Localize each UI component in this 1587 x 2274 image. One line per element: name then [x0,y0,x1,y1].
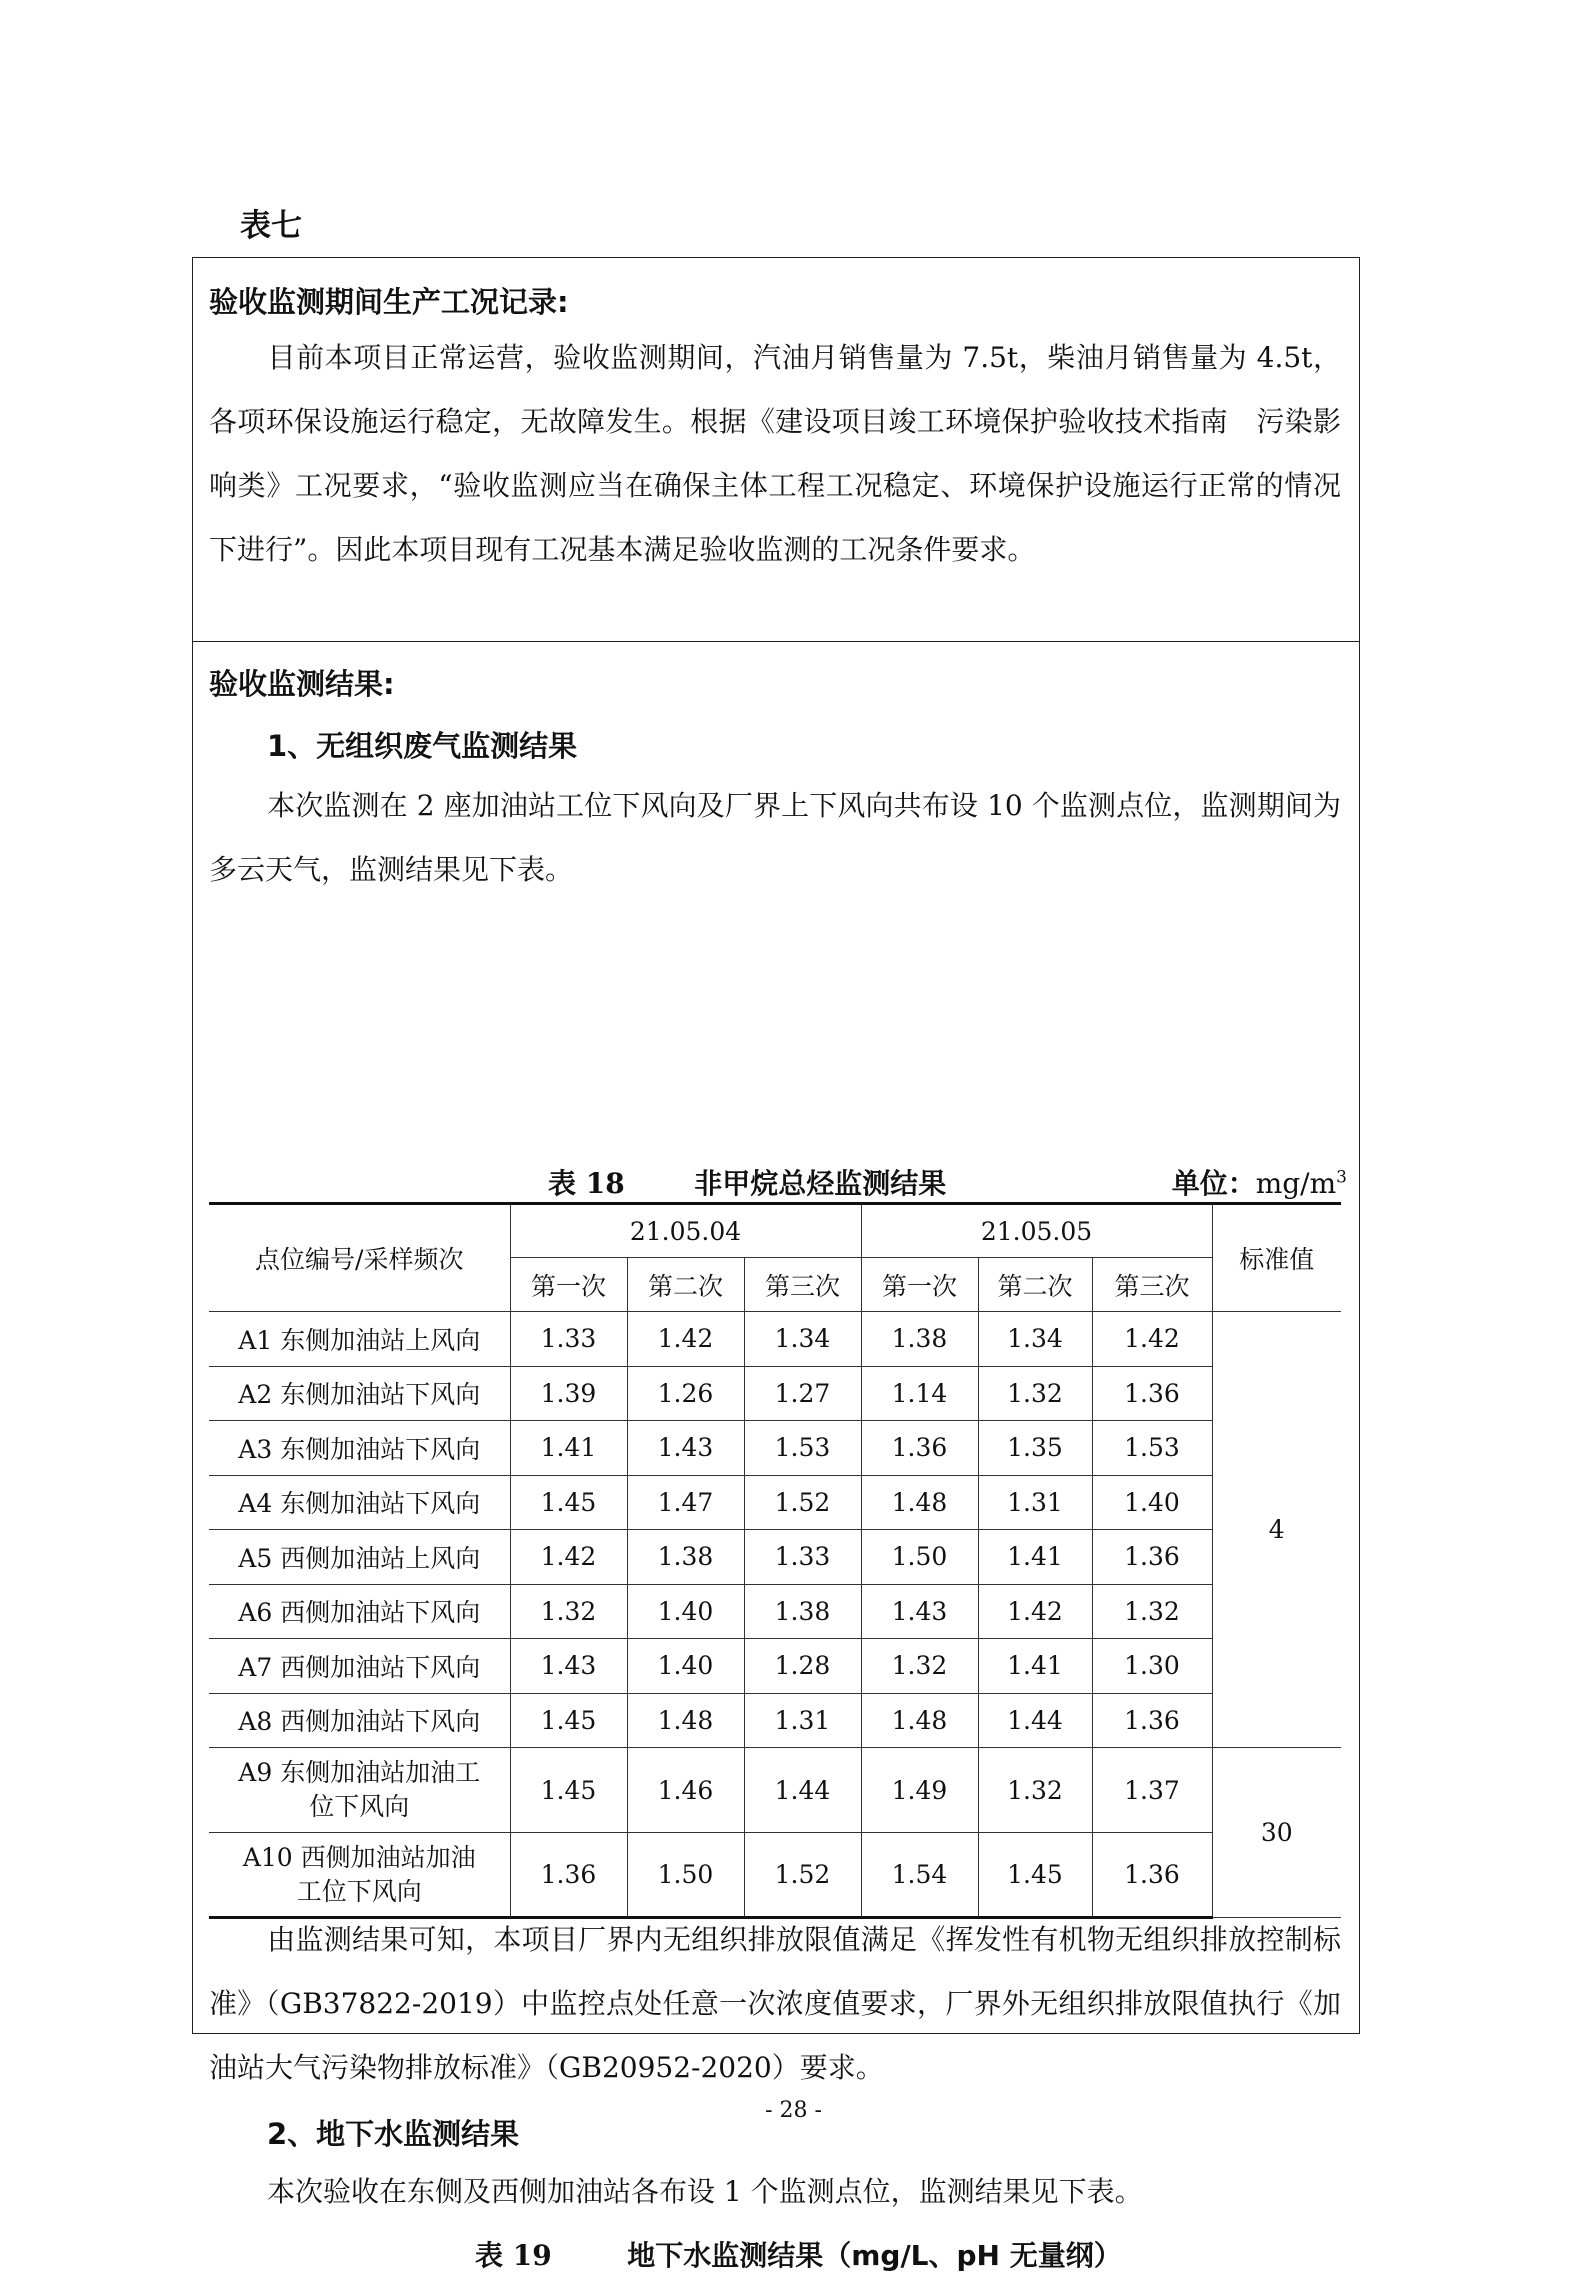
table-row [209,1475,1341,1530]
cell-value: 1.31 [744,1693,861,1748]
cell-point-line1: A10 西侧加油站加油 [242,1842,476,1872]
table19-caption-num: 表 19 [475,2239,552,2272]
table19-caption [475,2234,1122,2274]
cell-value: 1.53 [1092,1421,1212,1476]
table-row [209,1366,1341,1421]
cell-value: 1.42 [1092,1312,1212,1367]
doc-label: 表七 [240,208,302,244]
cell-value: 1.26 [627,1366,744,1421]
cell-value: 1.41 [978,1530,1092,1585]
cell-value: 1.41 [978,1639,1092,1694]
cell-value: 1.36 [1092,1693,1212,1748]
cell-value: 1.44 [978,1693,1092,1748]
sub-heading-waste-gas: 1、无组织废气监测结果 [267,729,578,763]
cell-value: 1.37 [1092,1748,1212,1833]
cell-standard-b: 30 [1212,1748,1341,1918]
header-date-2: 21.05.05 [861,1204,1212,1258]
sub-heading-groundwater: 2、地下水监测结果 [267,2117,520,2151]
cell-value: 1.32 [1092,1584,1212,1639]
header-freq: 第三次 [744,1258,861,1312]
cell-value: 1.14 [861,1366,978,1421]
cell-value: 1.45 [978,1833,1092,1918]
table-row [209,1530,1341,1585]
cell-value: 1.43 [627,1421,744,1476]
cell-value: 1.45 [510,1693,627,1748]
cell-value: 1.41 [510,1421,627,1476]
cell-point: A5 西侧加油站上风向 [209,1530,510,1585]
content-frame [192,257,1360,2272]
cell-value: 1.54 [861,1833,978,1918]
cell-point: A8 西侧加油站下风向 [209,1693,510,1748]
cell-value: 1.47 [627,1475,744,1530]
table18 [209,1202,1341,1919]
cell-value: 1.36 [1092,1833,1212,1918]
section1-heading: 验收监测期间生产工况记录: [209,285,569,319]
section1-paragraph: 目前本项目正常运营，验收监测期间，汽油月销售量为 7.5t，柴油月销售量为 4.5t，各项环保设施运行稳定，无故障发生。根据《建设项目竣工环境保护验收技术指南 污染影响类》工况要求，“验收监测应当在确保主体工程工况稳定、环境保护设施运行正常的情况下进行”。因此本项目现有工况基本满足验收监测的工况条件要求。 [209,341,1341,566]
cell-value: 1.36 [1092,1366,1212,1421]
table-row [209,1833,1341,1918]
cell-value: 1.40 [627,1639,744,1694]
cell-value: 1.45 [510,1748,627,1833]
table-row [209,1639,1341,1694]
unit-value: mg/m [1255,1167,1337,1200]
section2-heading: 验收监测结果: [209,667,395,701]
cell-point: A6 西侧加油站下风向 [209,1584,510,1639]
table18-caption-title: 非甲烷总烃监测结果 [694,1167,947,1200]
cell-point-line2: 工位下风向 [296,1876,422,1906]
cell-point: A4 东侧加油站下风向 [209,1475,510,1530]
cell-value: 1.50 [861,1530,978,1585]
cell-value: 1.48 [861,1475,978,1530]
cell-value: 1.30 [1092,1639,1212,1694]
cell-value: 1.36 [1092,1530,1212,1585]
cell-value: 1.44 [744,1748,861,1833]
page-number: - 28 - [765,2098,822,2123]
cell-value: 1.52 [744,1833,861,1918]
cell-value: 1.34 [978,1312,1092,1367]
header-freq: 第三次 [1092,1258,1212,1312]
section-production-conditions [193,258,1359,642]
cell-value: 1.38 [744,1584,861,1639]
cell-value: 1.53 [744,1421,861,1476]
cell-point-line2: 位下风向 [309,1792,410,1821]
cell-value: 1.35 [978,1421,1092,1476]
cell-value: 1.52 [744,1475,861,1530]
cell-value: 1.50 [627,1833,744,1918]
cell-value: 1.32 [978,1748,1092,1833]
cell-value: 1.45 [510,1475,627,1530]
cell-value: 1.32 [510,1584,627,1639]
cell-value: 1.27 [744,1366,861,1421]
cell-point [209,1748,510,1833]
table-row [209,1312,1341,1367]
table-row [209,1748,1341,1833]
cell-value: 1.42 [510,1530,627,1585]
cell-value: 1.42 [627,1312,744,1367]
cell-value: 1.48 [627,1693,744,1748]
header-freq: 第二次 [978,1258,1092,1312]
unit-superscript: 3 [1336,1167,1347,1188]
cell-point: A3 东侧加油站下风向 [209,1421,510,1476]
table19-caption-title: 地下水监测结果（mg/L、pH 无量纲） [627,2239,1122,2272]
cell-value: 1.36 [510,1833,627,1918]
cell-standard-a: 4 [1212,1312,1341,1748]
cell-value: 1.40 [627,1584,744,1639]
header-freq: 第一次 [861,1258,978,1312]
cell-value: 1.40 [1092,1475,1212,1530]
header-freq: 第二次 [627,1258,744,1312]
cell-point: A7 西侧加油站下风向 [209,1639,510,1694]
cell-point: A2 东侧加油站下风向 [209,1366,510,1421]
cell-value: 1.43 [510,1639,627,1694]
header-point: 点位编号/采样频次 [209,1204,510,1312]
cell-value: 1.31 [978,1475,1092,1530]
cell-point-line1: A9 东侧加油站加油工 [238,1758,481,1787]
table-row [209,1693,1341,1748]
header-date-1: 21.05.04 [510,1204,861,1258]
cell-value: 1.33 [510,1312,627,1367]
cell-value: 1.38 [627,1530,744,1585]
header-freq: 第一次 [510,1258,627,1312]
cell-point [209,1833,510,1918]
paragraph-waste-gas-conclusion: 由监测结果可知，本项目厂界内无组织排放限值满足《挥发性有机物无组织排放控制标准》（GB37822-2019）中监控点处任意一次浓度值要求，厂界外无组织排放限值执行《加油站大气污染物排放标准》（GB20952-2020）要求。 [209,1923,1341,2084]
table18-caption [548,1162,946,1202]
cell-value: 1.38 [861,1312,978,1367]
cell-value: 1.28 [744,1639,861,1694]
table-row [209,1584,1341,1639]
cell-value: 1.48 [861,1693,978,1748]
cell-value: 1.36 [861,1421,978,1476]
cell-value: 1.46 [627,1748,744,1833]
paragraph-groundwater-intro: 本次验收在东侧及西侧加油站各布设 1 个监测点位，监测结果见下表。 [267,2175,1143,2208]
cell-value: 1.32 [978,1366,1092,1421]
cell-value: 1.34 [744,1312,861,1367]
table18-caption-num: 表 18 [548,1167,625,1200]
cell-value: 1.39 [510,1366,627,1421]
paragraph-waste-gas-intro: 本次监测在 2 座加油站工位下风向及厂界上下风向共布设 10 个监测点位，监测期间为多云天气，监测结果见下表。 [209,789,1341,886]
cell-point: A1 东侧加油站上风向 [209,1312,510,1367]
cell-value: 1.43 [861,1584,978,1639]
cell-value: 1.32 [861,1639,978,1694]
cell-value: 1.33 [744,1530,861,1585]
header-standard: 标准值 [1212,1204,1341,1312]
table18-unit [1172,1162,1347,1202]
unit-label: 单位： [1171,1167,1256,1200]
cell-value: 1.49 [861,1748,978,1833]
cell-value: 1.42 [978,1584,1092,1639]
table-row [209,1421,1341,1476]
table18-header-row-dates [209,1204,1341,1258]
